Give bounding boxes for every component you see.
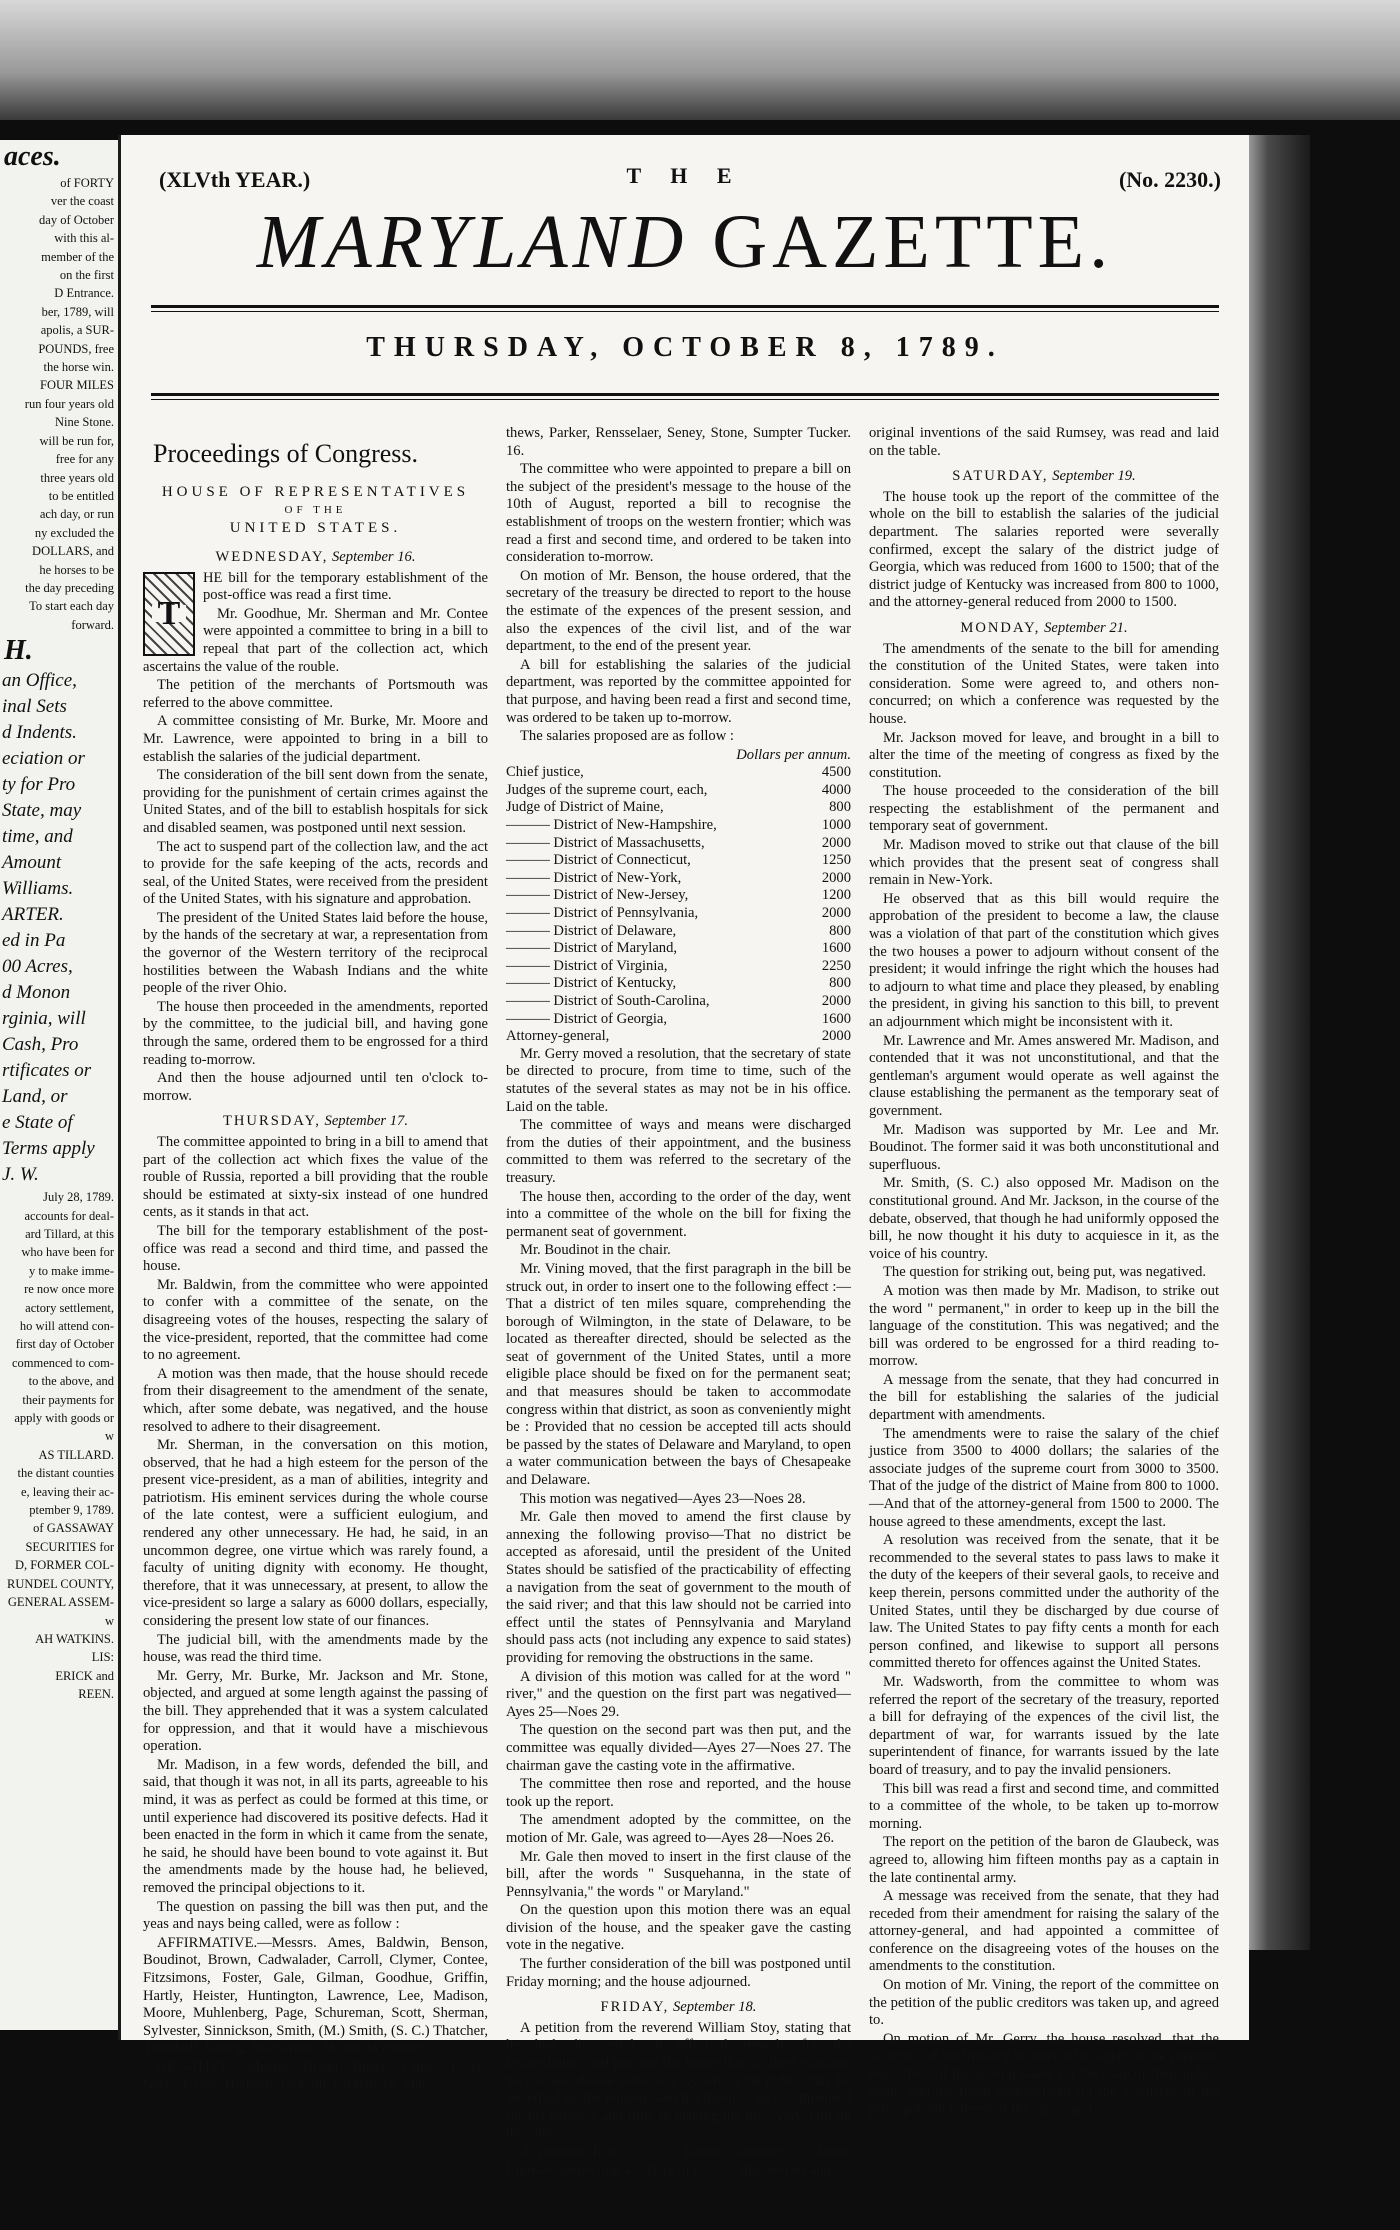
paragraph: Mr. Madison was supported by Mr. Lee and Mr. Boudinot. The former said it was both unconstitutional and superfluous. bbox=[869, 1121, 1219, 1173]
adjacent-page-line: to be entitled bbox=[48, 488, 114, 503]
adjacent-page-line: rtificates or bbox=[2, 1060, 92, 1082]
paragraph: Mr. Boudinot in the chair. bbox=[520, 1242, 671, 1259]
paragraph: The petition of the merchants of Portsmouth was referred to the above committee. bbox=[143, 677, 488, 711]
paragraph: Mr. Jackson moved for leave, and brought in a bill to alter the time of the meeting of congress as fixed by the constitution. bbox=[869, 729, 1219, 781]
adjacent-page-line: re now once more bbox=[24, 1282, 114, 1297]
salary-row bbox=[506, 835, 851, 853]
salary-office: ——— District of Maryland, bbox=[506, 940, 678, 957]
adjacent-page-line: ptember 9, 1789. bbox=[29, 1503, 114, 1518]
adjacent-page-line: FOUR MILES bbox=[40, 378, 114, 393]
paragraph: A bill for establishing the salaries of the judicial department, was reported by the committee appointed for that purpose, and having been read a first and second time, was ordered to be taken up to-morrow. bbox=[506, 656, 851, 726]
dateline-date: September 17. bbox=[324, 1113, 409, 1130]
adjacent-page-line: D, FORMER COL- bbox=[15, 1558, 114, 1573]
adjacent-page-line: actory settlement, bbox=[25, 1300, 114, 1315]
masthead-article: T H E bbox=[626, 163, 744, 188]
paragraph: The amendments of the senate to the bill for amending the constitution of the United States, were taken into consideration. Some were agreed to, and others non-concurred; on which a conference was requested by the house. bbox=[869, 640, 1219, 727]
masthead-rule-top bbox=[151, 305, 1219, 312]
adjacent-page-line: ny excluded the bbox=[34, 525, 114, 540]
paragraph bbox=[143, 569, 488, 632]
paragraph: On motion of Mr. Gerry, the house resolved, that the secretary of the treasury be directed to apply to the supreme executives of the several states for the state of their public debts, and the funds appropriated for the discharge of the principal and interest of the same; and bbox=[869, 2030, 1219, 2118]
paragraph: He observed that as this bill would require the approbation of the president to become a law, the clause was a violation of that part of the constitution which gives the two houses a power to adjourn without consent of the president; it would infringe the right which the houses had to adjourn to what time and place they pleased, by enabling the president, in giving his sanction to this bill, to prevent an adjournment which might be inconsistent with it. bbox=[869, 890, 1219, 1030]
adjacent-page-line: the horse win. bbox=[43, 360, 114, 375]
adjacent-page-line: J. W. bbox=[2, 1164, 39, 1186]
adjacent-page-line: on the first bbox=[59, 268, 114, 283]
paragraph: The committee of ways and means were discharged from the duties of their appointment, and the business committed to them was referred to the secretary of the treasury. bbox=[506, 1117, 851, 1186]
paragraph: The committee who were appointed to prepare a bill on the subject of the president's message to the house of the 10th of August, reported a bill to recognise the establishment of troops on the western frontier; which was read a first and second time, and ordered to be taken into consideration to-morrow. bbox=[506, 461, 851, 566]
salary-amount: 800 bbox=[829, 922, 851, 939]
salary-row bbox=[506, 958, 851, 976]
paragraph: The amendment adopted by the committee, on the motion of Mr. Gale, was agreed to—Ayes 28—Noes 26. bbox=[506, 1812, 851, 1846]
salary-amount: 2000 bbox=[821, 869, 851, 886]
salary-office: ——— District of New-York, bbox=[506, 869, 682, 886]
adjacent-page-line: with this al- bbox=[54, 231, 114, 246]
salary-office: Judge of District of Maine, bbox=[506, 799, 664, 816]
adjacent-page-line: to the above, and bbox=[28, 1374, 114, 1389]
adjacent-page-line: State, may bbox=[2, 800, 82, 822]
salary-office: ——— District of Pennsylvania, bbox=[506, 905, 699, 922]
adjacent-page-line: their payments for bbox=[22, 1392, 114, 1407]
paragraph: A motion was then made, that the house should recede from their disagreement to the amendment of the senate, which, after some debate, was negatived, and the house resolved to adhere to their disagreement. bbox=[143, 1365, 488, 1435]
ornamental-initial bbox=[143, 572, 195, 656]
paragraph: A petition from ——— Barnes, attorney to James Rumsey, respecting a variety of curious discoveries and bbox=[506, 2144, 851, 2178]
adjacent-page-line: an Office, bbox=[2, 670, 77, 692]
paragraph: The further consideration of the bill was postponed until Friday morning; and the house adjourned. bbox=[506, 1956, 851, 1990]
adjacent-page-line: who have been for bbox=[21, 1245, 114, 1260]
salary-amount: 1000 bbox=[821, 817, 851, 834]
volume-year: (XLVth YEAR.) bbox=[159, 167, 311, 192]
paragraph-text: HE bill for the temporary establishment of the post-office was read a first time. bbox=[203, 569, 488, 604]
salary-row bbox=[506, 799, 851, 817]
salary-table bbox=[506, 747, 851, 1046]
salary-row bbox=[506, 975, 851, 993]
paragraph: A resolution was received from the senate, that it be recommended to the several states to pass laws to make it the duty of the keepers of their several gaols, to receive and keep therein, persons committed under the authority of the United States, until they be discharged by due course of law. The United States to pay fifty cents a month for each person confined, and likewise to support all persons committed thereto for offences against the United States. bbox=[869, 1532, 1219, 1672]
section-heading: Proceedings of Congress. bbox=[153, 439, 419, 468]
paragraph: On motion of Mr. Benson, the house ordered, that the secretary of the treasury be directed to report to the house the estimate of the expences of the present session, and also the expences of the civil list, and of the war department, to the end of the present year. bbox=[506, 567, 851, 655]
salary-amount: 1250 bbox=[821, 852, 851, 869]
adjacent-page-line: D Entrance. bbox=[54, 286, 114, 301]
adjacent-page-line: REEN. bbox=[78, 1687, 114, 1702]
adjacent-page-line: will be run for, bbox=[39, 433, 114, 448]
salary-row bbox=[506, 764, 851, 782]
masthead-rule-bottom bbox=[151, 393, 1219, 400]
adjacent-page-line: POUNDS, free bbox=[38, 341, 114, 356]
masthead bbox=[121, 135, 1249, 425]
adjacent-page-line: July 28, 1789. bbox=[43, 1190, 114, 1205]
paragraph: Mr. Vining moved, that the first paragraph in the bill be struck out, in order to insert one to the following effect :—That a district of ten miles square, comprehending the borough of Wilmington, in the state of Delaware, to be located as thereafter directed, should be selected as the seat of government of the United States, until a more eligible place should be fixed on for the permanent seat; and that measures should be taken to accommodate congress within that district, as soon as conveniently might be : Provided that no cession be accepted till acts should be passed by the states of Delaware and Maryland, to open a water communication between the bays of Chesapeake and Delaware. bbox=[506, 1260, 851, 1489]
salary-office: ——— District of Virginia, bbox=[506, 957, 668, 974]
dateline-day: WEDNESDAY, bbox=[215, 549, 329, 565]
dateline-day: THURSDAY, bbox=[222, 1113, 321, 1130]
paragraph: Mr. Wadsworth, from the committee to whom was referred the report of the secretary of the treasury, reported a bill for defraying of the expences of the civil list, the department of war, for warrants issued by the late superintendent of finance, for warrants issued by the late board of treasury, and to pay the invalid pensioners. bbox=[869, 1673, 1219, 1778]
adjacent-page-line: e, leaving their ac- bbox=[20, 1484, 114, 1499]
adjacent-page-fragment bbox=[0, 140, 120, 2030]
dateline-date: September 21. bbox=[1044, 619, 1128, 636]
salary-row bbox=[506, 905, 851, 923]
adjacent-page-line: d Monon bbox=[2, 982, 71, 1004]
paragraph: On motion of Mr. Vining, the report of the committee on the petition of the public creditors was taken up, and agreed to. bbox=[869, 1977, 1219, 2029]
salary-amount: 2250 bbox=[821, 957, 851, 974]
paragraph: This bill was read a first and second time, and committed to a committee of the whole, to be taken up to-morrow morning. bbox=[869, 1780, 1219, 1832]
salary-office: ——— District of Connecticut, bbox=[506, 852, 691, 869]
paragraph: AFFIRMATIVE.—Messrs. Ames, Baldwin, Benson, Boudinot, Brown, Cadwalader, Carroll, Clymer, Contee, Fitzsimons, Foster, Gale, Gilman, Goodhue, Griffin, Hartly, Heister, Huntington, Lawrence, Lee, Madison, Moore, Muhlenberg, Page, Schureman, Scott, Sherman, Sylvester, Sinnickson, Smith, (M.) Smith, (S. C.) Thatcher, Trumbull, Vining, Wadsworth, White, Wynkoop. 37. bbox=[143, 1934, 488, 2057]
paragraph: A motion was then made by Mr. Madison, to strike out the word " permanent," in order to keep up in the bill the language of the constitution. This was negatived; and the bill was ordered to be engrossed for a third reading to-morrow. bbox=[869, 1282, 1219, 1370]
salary-row bbox=[506, 887, 851, 905]
salary-row bbox=[506, 782, 851, 800]
salary-row bbox=[506, 993, 851, 1011]
adjacent-page-line: the day preceding bbox=[25, 580, 114, 595]
salary-office: ——— District of Kentucky, bbox=[506, 975, 677, 992]
adjacent-page-line: apolis, a SUR- bbox=[40, 323, 114, 338]
adjacent-page-line: Cash, Pro bbox=[2, 1034, 79, 1056]
newspaper-title bbox=[121, 197, 1249, 287]
paragraph: Mr. Gerry, Mr. Burke, Mr. Jackson and Mr. Stone, objected, and argued at some length against the passing of the bill. They apprehended that it was a system calculated for oppression, and that it would have a mischievous operation. bbox=[143, 1667, 488, 1755]
paragraph: On the question upon this motion there was an equal division of the house, and the speaker gave the casting vote in the negative. bbox=[506, 1902, 851, 1954]
adjacent-page-line: member of the bbox=[41, 249, 114, 264]
paragraph: The question for striking out, being put, was negatived. bbox=[883, 1264, 1207, 1281]
adjacent-page-line: ARTER. bbox=[2, 904, 64, 926]
adjacent-page-line: eciation or bbox=[2, 748, 85, 770]
paragraph: Mr. Gerry moved a resolution, that the secretary of state be directed to procure, from time to time, such of the statutes of the several states as may not be in his office. Laid on the table. bbox=[506, 1045, 851, 1115]
initial-letter: T bbox=[152, 605, 187, 623]
dateline-day: FRIDAY, bbox=[600, 1999, 670, 2016]
book-binding bbox=[1240, 135, 1310, 1950]
paragraph: The consideration of the bill sent down from the senate, providing for the punishment of certain crimes against the United States, and of the bill to establish hospitals for sick and disabled seamen, was postponed until next session. bbox=[143, 767, 488, 836]
newspaper-page bbox=[118, 135, 1249, 2178]
dateline bbox=[506, 1999, 851, 2017]
adjacent-page-line: ver the coast bbox=[50, 194, 114, 209]
paragraph: The president of the United States laid before the house, by the hands of the secretary at war, a representation from the governor of the Western territory of the reciprocal hostilities between the Wabash Indians and the white people of the river Ohio. bbox=[143, 909, 488, 997]
adjacent-page-line: ach day, or run bbox=[39, 507, 114, 522]
paragraph: The question on the second part was then put, and the committee was equally divided—Ayes 27—Noes 27. The chairman gave the casting vote in the affirmative. bbox=[506, 1722, 851, 1774]
adjacent-page-line: ERICK and bbox=[55, 1668, 114, 1683]
paragraph: Mr. Madison moved to strike out that clause of the bill which provides that the present seat of congress shall remain in New-York. bbox=[869, 837, 1219, 889]
paragraph: The committee appointed to bring in a bill to amend that part of the collection act which fixes the value of the rouble of Russia, reported a bill providing that the rouble should be estimated at sixty-six instead of one hundred cents, as it stands in that act. bbox=[143, 1134, 488, 1221]
adjacent-page-line: time, and bbox=[2, 826, 73, 848]
house-heading-line1: HOUSE OF REPRESENTATIVES bbox=[161, 484, 470, 500]
salary-amount: 4000 bbox=[821, 781, 851, 798]
adjacent-page-line: w bbox=[104, 1429, 114, 1444]
salary-amount: 4500 bbox=[821, 764, 851, 781]
adjacent-page-line: Land, or bbox=[2, 1086, 68, 1108]
adjacent-page-line: three years old bbox=[40, 470, 114, 485]
adjacent-page-line: ty for Pro bbox=[2, 774, 76, 796]
salary-office: Attorney-general, bbox=[506, 1028, 610, 1045]
paragraph: The judicial bill, with the amendments made by the house, was read the third time. bbox=[143, 1631, 488, 1666]
salary-office: ——— District of New-Hampshire, bbox=[506, 817, 717, 834]
salary-row bbox=[506, 870, 851, 888]
salary-row bbox=[506, 923, 851, 941]
paragraph: Mr. Sherman, in the conversation on this motion, observed, that he had a high esteem for the person of the present vice-president, as a man of abilities, integrity and patriotism. His eminent services during the whole course of the late contest, were a sufficient eulogium, and rendered any other unnecessary. He had, he said, in an uncommon degree, one virtue which was rarely found, a faculty of uniting dignity with economy. He thought, therefore, that it was unnecessary, at present, to allow the vice-president so large a salary as 6000 dollars, especially, considering the present low state of our finances. bbox=[143, 1437, 488, 1630]
adjacent-page-line: forward. bbox=[71, 617, 114, 632]
paragraph: The amendments were to raise the salary of the chief justice from 3500 to 4000 dollars; the salaries of the associate judges of the supreme court from 3000 to 3500. That of the judge of the district of Maine from 800 to 1000.—And that of the attorney-general from 1500 to 2000. The house agreed to these amendments, except the last. bbox=[869, 1425, 1219, 1530]
adjacent-page-line: rginia, will bbox=[2, 1008, 86, 1030]
salary-amount: 2000 bbox=[821, 1028, 851, 1045]
salary-amount: 1600 bbox=[821, 1010, 851, 1027]
house-heading-line2: OF THE bbox=[284, 504, 347, 516]
dateline bbox=[869, 468, 1219, 486]
paragraph: Mr. Baldwin, from the committee who were appointed to confer with a committee of the senate, on the disagreeing votes of the houses, respecting the salary of the vice-president, reported, that the committee had come to no agreement. bbox=[143, 1276, 488, 1364]
paragraph: A petition from the reverend William Stoy, stating that he had discovered an effectual remedy for the hydrophobia, and praying the house that, in their wisdom, they would devise some way by which the public may be benefited by the remedy, and the inventor be recompensed for his expence and time in making the discovery, laid on the table. bbox=[506, 2019, 851, 2142]
salary-row bbox=[506, 1028, 851, 1046]
adjacent-page-line: ard Tillard, at this bbox=[25, 1226, 114, 1241]
adjacent-page-line: w bbox=[104, 1613, 114, 1628]
adjacent-page-line: GENERAL ASSEM- bbox=[7, 1595, 114, 1610]
paragraph: Mr. Gale then moved to amend the first clause by annexing the following proviso—That no district be accepted as aforesaid, until the president of the United States should be satisfied of the practicability of effecting a navigation from the seat of government to the mouth of the said river; and that this law should not be carried into effect until the states of Pennsylvania and Maryland should pass acts (not including any expence to said states) providing for removing the obstructions in the same. bbox=[506, 1509, 851, 1666]
salary-office: Judges of the supreme court, each, bbox=[506, 781, 708, 798]
paragraph: The bill for the temporary establishment of the post-office was read a second and third time, and passed the house. bbox=[143, 1222, 488, 1275]
adjacent-page-line: Terms apply bbox=[2, 1138, 95, 1160]
adjacent-page-line: apply with goods or bbox=[14, 1411, 114, 1426]
column-2 bbox=[506, 425, 851, 2178]
salary-row bbox=[506, 817, 851, 835]
salary-amount: 2000 bbox=[821, 834, 851, 851]
adjacent-page-line: he horses to be bbox=[39, 562, 114, 577]
paragraph: The house took up the report of the committee of the whole on the bill to establish the salaries of the judicial department. The salaries reported were severally confirmed, except the salary of the district judge of Georgia, which was reduced from 1600 to 1500; that of the district judge of Kentucky was increased from 800 to 1000, and the attorney-general reduced from 2000 to 1500. bbox=[869, 488, 1219, 611]
dateline bbox=[869, 620, 1219, 638]
paragraph: The salaries proposed are as follow : bbox=[520, 728, 734, 745]
adjacent-page-line: ber, 1789, will bbox=[41, 304, 114, 319]
adjacent-page-line: LIS: bbox=[91, 1650, 114, 1665]
paragraph: The report on the petition of the baron de Glaubeck, was agreed to, allowing him fifteen months pay as a captain in the late continental army. bbox=[869, 1834, 1219, 1886]
adjacent-page-line: day of October bbox=[39, 212, 114, 227]
paragraph: NEGATIVE.—Messrs. Bland, Burke, Coles, Floyd, Gerry, Grout, Hathorn, Jackson, Livermore, Mat- bbox=[143, 2058, 488, 2093]
adjacent-page-line: of GASSAWAY bbox=[33, 1521, 114, 1536]
adjacent-page-line: 00 Acres, bbox=[2, 956, 73, 978]
salary-office: ——— District of Delaware, bbox=[506, 922, 677, 939]
adjacent-page-line: AS TILLARD. bbox=[38, 1447, 114, 1462]
house-heading-line3: UNITED STATES. bbox=[229, 520, 402, 536]
issue-date: THURSDAY, OCTOBER 8, 1789. bbox=[366, 332, 1004, 363]
salary-row bbox=[506, 1011, 851, 1029]
dateline bbox=[143, 549, 488, 567]
title-gazette: GAZETTE. bbox=[712, 200, 1114, 284]
dateline-date: September 19. bbox=[1052, 468, 1136, 485]
adjacent-page-line: AH WATKINS. bbox=[35, 1631, 114, 1646]
adjacent-page-line: free for any bbox=[55, 452, 114, 467]
salary-amount: 2000 bbox=[821, 993, 851, 1009]
paragraph: Mr. Madison, in a few words, defended the bill, and said, that though it was not, in all its parts, agreeable to his mind, it was as perfect as could be formed at this time, or until experience had discovered its positive defects. Had it been enacted in the form in which it came from the senate, he said, he should have been bound to vote against it. But the amendments made by the house had, he believed, removed the principal objections to it. bbox=[143, 1756, 488, 1896]
adjacent-page-line: the distant counties bbox=[17, 1466, 114, 1481]
salary-amount: 2000 bbox=[821, 905, 851, 922]
salary-amount: 800 bbox=[829, 975, 851, 992]
adjacent-page-line: Williams. bbox=[2, 878, 74, 900]
adjacent-page-line: ed in Pa bbox=[2, 930, 66, 952]
paragraph: A committee consisting of Mr. Burke, Mr. Moore and Mr. Lawrence, were appointed to bring in a bill to establish the salaries of the judicial department. bbox=[143, 713, 488, 765]
paragraph: The committee then rose and reported, and the house took up the report. bbox=[506, 1776, 851, 1810]
salary-amount: 1200 bbox=[821, 887, 851, 904]
paragraph: thews, Parker, Rensselaer, Seney, Stone, Sumpter Tucker. 16. bbox=[506, 425, 851, 459]
paragraph: The house proceeded to the consideration of the bill respecting the establishment of the permanent and temporary seat of government. bbox=[869, 783, 1219, 835]
adjacent-page-line: inal Sets bbox=[2, 696, 67, 718]
salary-table-header: Dollars per annum. bbox=[736, 746, 851, 763]
adjacent-page-line: DOLLARS, and bbox=[32, 544, 114, 559]
adjacent-page-line: ho will attend con- bbox=[19, 1319, 114, 1333]
adjacent-page-line: To start each day bbox=[29, 599, 114, 614]
paragraph: And then the house adjourned until ten o'clock to-morrow. bbox=[143, 1070, 488, 1104]
adjacent-page-line: of FORTY bbox=[60, 176, 114, 190]
salary-amount: 1600 bbox=[821, 940, 851, 957]
salary-office: ——— District of Massachusetts, bbox=[506, 834, 705, 851]
adjacent-page-line: run four years old bbox=[24, 396, 114, 411]
salary-amount: 800 bbox=[829, 799, 851, 816]
salary-office: ——— District of New-Jersey, bbox=[506, 887, 689, 904]
paragraph: The house then proceeded in the amendments, reported by the committee, to the judicial bill, and having gone through the same, ordered them to be engrossed for a third reading to-morrow. bbox=[143, 998, 488, 1068]
dateline-date: September 18. bbox=[672, 1999, 757, 2016]
paragraph: Mr. Lawrence and Mr. Ames answered Mr. Madison, and contended that it was not unconstitutional, and that the gentleman's argument would operate as well against the clause establishing the permanent as the temporary seat of government. bbox=[869, 1032, 1219, 1119]
paragraph: The act to suspend part of the collection law, and the act to provide for the safe keeping of the acts, records and seal, of the United States, were received from the president of the United States, with his signature and approbation. bbox=[143, 838, 488, 908]
adjacent-page-line: aces. bbox=[4, 141, 61, 172]
dateline-day: SATURDAY, bbox=[952, 468, 1049, 485]
paragraph: A division of this motion was called for at the word " river," and the question on the first part was negatived—Ayes 25—Noes 29. bbox=[506, 1668, 851, 1720]
paragraph: The house then, according to the order of the day, went into a committee of the whole on the bill for fixing the permanent seat of government. bbox=[506, 1188, 851, 1240]
house-heading bbox=[143, 481, 488, 539]
salary-row bbox=[506, 852, 851, 870]
salary-office: Chief justice, bbox=[506, 764, 584, 781]
adjacent-page-line: accounts for deal- bbox=[24, 1208, 114, 1223]
adjacent-page-line: commenced to com- bbox=[11, 1355, 114, 1370]
paragraph: The question on passing the bill was then put, and the yeas and nays being called, were as follow : bbox=[143, 1898, 488, 1933]
column-3 bbox=[869, 425, 1219, 2118]
paragraph: A message from the senate, that they had concurred in the bill for establishing the salaries of the judicial department with amendments. bbox=[869, 1371, 1219, 1424]
adjacent-page-line: RUNDEL COUNTY, bbox=[7, 1576, 114, 1591]
column-1 bbox=[143, 425, 488, 2093]
paragraph: A message was received from the senate, that they had receded from their amendment for raising the salary of the attorney-general, and had appointed a committee of conference on the disagreeing votes of the houses on the amendments to the constitution. bbox=[869, 1888, 1219, 1975]
dateline bbox=[143, 1113, 488, 1131]
adjacent-page-line: Amount bbox=[2, 852, 62, 874]
paragraph: Mr. Gale then moved to insert in the first clause of the bill, after the words " Susquehanna, in the state of Pennsylvania," the words " or Maryland." bbox=[506, 1848, 851, 1900]
adjacent-page-line: y to make imme- bbox=[28, 1263, 114, 1278]
title-maryland: MARYLAND bbox=[256, 200, 689, 284]
scan-background-top bbox=[0, 0, 1400, 120]
paragraph: Mr. Goodhue, Mr. Sherman and Mr. Contee were appointed a committee to bring in a bill to repeal that part of the collection act, which ascertains the value of the rouble. bbox=[143, 605, 488, 675]
adjacent-page-line: Nine Stone. bbox=[54, 415, 114, 430]
paragraph: original inventions of the said Rumsey, was read and laid on the table. bbox=[869, 425, 1219, 459]
paragraph: This motion was negatived—Ayes 23—Noes 28. bbox=[520, 1490, 806, 1507]
dateline-day: MONDAY, bbox=[960, 619, 1041, 636]
adjacent-page-line: SECURITIES for bbox=[25, 1539, 114, 1554]
adjacent-page-line: d Indents. bbox=[2, 722, 77, 744]
salary-row bbox=[506, 940, 851, 958]
issue-number: (No. 2230.) bbox=[1118, 167, 1221, 192]
salary-office: ——— District of Georgia, bbox=[506, 1010, 668, 1027]
adjacent-page-line: e State of bbox=[2, 1112, 73, 1134]
salary-office: ——— District of South-Carolina, bbox=[506, 993, 710, 1009]
adjacent-page-line: first day of October bbox=[15, 1337, 114, 1352]
paragraph: Mr. Smith, (S. C.) also opposed Mr. Madison on the constitutional ground. And Mr. Jackson, in the course of the debate, observed, that though he had uniformly opposed the bill, he now thought it his duty to acquiesce in it, as the voice of his country. bbox=[869, 1175, 1219, 1262]
adjacent-page-line: H. bbox=[4, 635, 33, 667]
dateline-date: September 16. bbox=[332, 549, 416, 565]
